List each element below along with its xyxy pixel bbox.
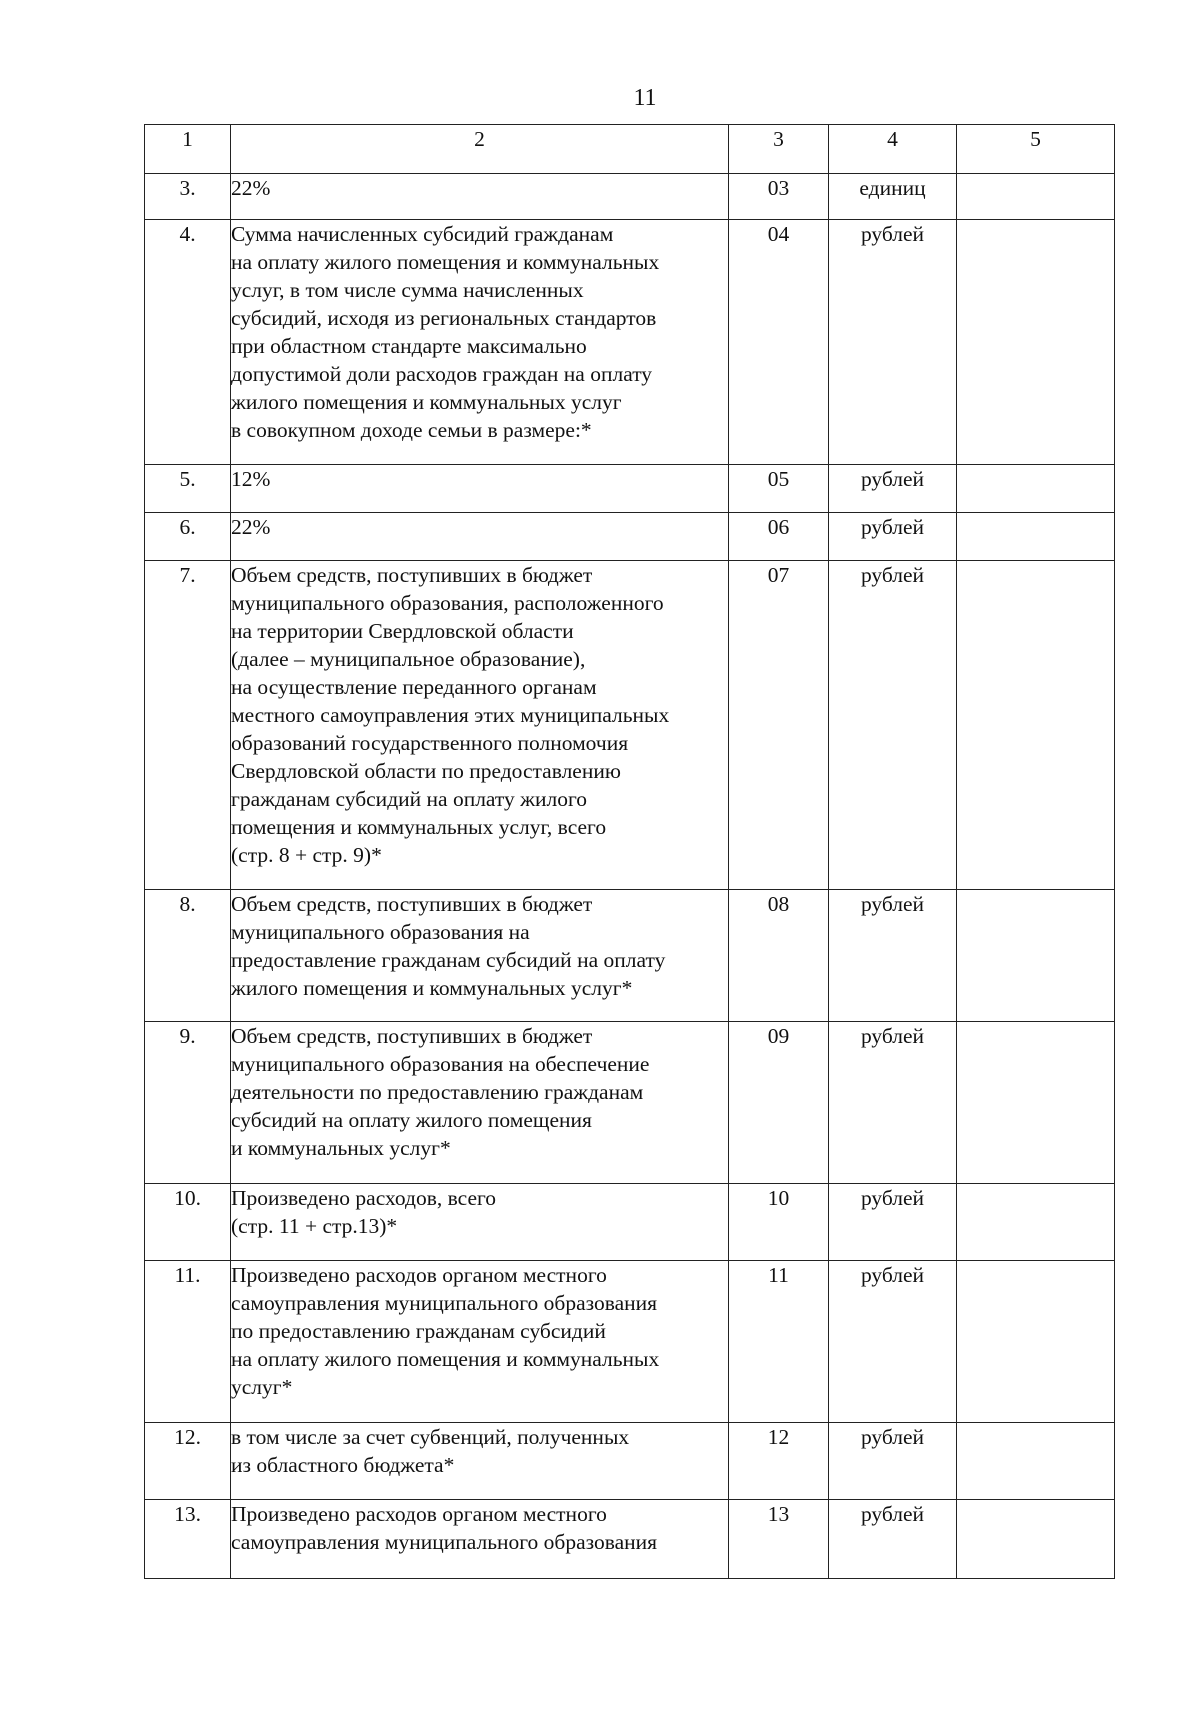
column-header: 5 xyxy=(957,125,1115,174)
row-value xyxy=(957,1423,1115,1500)
row-description: Сумма начисленных субсидий гражданам на оплату жилого помещения и коммунальных услуг, в том числе сумма начисленных субсидий, исходя из региональных стандартов при областном стандарте максимально допустимой доли расходов граждан на оплату жилого помещения и коммунальных услуг в совокупном доходе семьи в размере:* xyxy=(231,220,729,465)
row-value xyxy=(957,174,1115,220)
row-description: Произведено расходов органом местного самоуправления муниципального образования xyxy=(231,1500,729,1579)
row-unit: рублей xyxy=(829,1022,957,1184)
column-header: 1 xyxy=(145,125,231,174)
row-value xyxy=(957,1184,1115,1261)
row-value xyxy=(957,1022,1115,1184)
row-number: 4. xyxy=(145,220,231,465)
row-number: 7. xyxy=(145,561,231,890)
row-code: 04 xyxy=(729,220,829,465)
table-row xyxy=(145,1261,1115,1423)
row-unit: рублей xyxy=(829,1261,957,1423)
row-description: в том числе за счет субвенций, полученных из областного бюджета* xyxy=(231,1423,729,1500)
row-description: 12% xyxy=(231,465,729,513)
table-row xyxy=(145,220,1115,465)
row-number: 9. xyxy=(145,1022,231,1184)
table-row xyxy=(145,1500,1115,1579)
row-description: 22% xyxy=(231,513,729,561)
row-code: 08 xyxy=(729,890,829,1022)
row-value xyxy=(957,890,1115,1022)
row-number: 10. xyxy=(145,1184,231,1261)
table-row xyxy=(145,890,1115,1022)
row-code: 05 xyxy=(729,465,829,513)
row-description: Объем средств, поступивших в бюджет муниципального образования на предоставление гражданам субсидий на оплату жилого помещения и коммунальных услуг* xyxy=(231,890,729,1022)
row-code: 03 xyxy=(729,174,829,220)
table-row xyxy=(145,1184,1115,1261)
row-unit: рублей xyxy=(829,890,957,1022)
row-unit: рублей xyxy=(829,1423,957,1500)
row-unit: единиц xyxy=(829,174,957,220)
row-unit: рублей xyxy=(829,561,957,890)
row-unit: рублей xyxy=(829,513,957,561)
row-number: 5. xyxy=(145,465,231,513)
page-number: 11 xyxy=(633,85,657,111)
row-unit: рублей xyxy=(829,1500,957,1579)
table-row xyxy=(145,1423,1115,1500)
row-number: 8. xyxy=(145,890,231,1022)
column-header: 4 xyxy=(829,125,957,174)
row-code: 11 xyxy=(729,1261,829,1423)
row-unit: рублей xyxy=(829,220,957,465)
row-unit: рублей xyxy=(829,465,957,513)
row-number: 6. xyxy=(145,513,231,561)
row-code: 06 xyxy=(729,513,829,561)
row-value xyxy=(957,220,1115,465)
row-description: 22% xyxy=(231,174,729,220)
report-table xyxy=(144,124,1115,1579)
row-code: 10 xyxy=(729,1184,829,1261)
row-value xyxy=(957,513,1115,561)
table-row xyxy=(145,513,1115,561)
row-number: 12. xyxy=(145,1423,231,1500)
row-value xyxy=(957,1261,1115,1423)
row-code: 09 xyxy=(729,1022,829,1184)
row-unit: рублей xyxy=(829,1184,957,1261)
row-description: Объем средств, поступивших в бюджет муниципального образования, расположенного на территории Свердловской области (далее – муниципальное образование), на осуществление переданного органам местного самоуправления этих муниципальных образований государственного полномочия Свердловской области по предоставлению гражданам субсидий на оплату жилого помещения и коммунальных услуг, всего (стр. 8 + стр. 9)* xyxy=(231,561,729,890)
column-header: 2 xyxy=(231,125,729,174)
table-row xyxy=(145,465,1115,513)
row-value xyxy=(957,561,1115,890)
row-description: Произведено расходов органом местного самоуправления муниципального образования по предоставлению гражданам субсидий на оплату жилого помещения и коммунальных услуг* xyxy=(231,1261,729,1423)
row-description: Объем средств, поступивших в бюджет муниципального образования на обеспечение деятельности по предоставлению гражданам субсидий на оплату жилого помещения и коммунальных услуг* xyxy=(231,1022,729,1184)
table-row xyxy=(145,561,1115,890)
row-number: 11. xyxy=(145,1261,231,1423)
row-number: 13. xyxy=(145,1500,231,1579)
column-header: 3 xyxy=(729,125,829,174)
row-code: 07 xyxy=(729,561,829,890)
row-value xyxy=(957,465,1115,513)
row-description: Произведено расходов, всего (стр. 11 + стр.13)* xyxy=(231,1184,729,1261)
row-code: 13 xyxy=(729,1500,829,1579)
row-number: 3. xyxy=(145,174,231,220)
table-row xyxy=(145,1022,1115,1184)
row-value xyxy=(957,1500,1115,1579)
row-code: 12 xyxy=(729,1423,829,1500)
table-header-row xyxy=(145,125,1115,174)
table-row xyxy=(145,174,1115,220)
